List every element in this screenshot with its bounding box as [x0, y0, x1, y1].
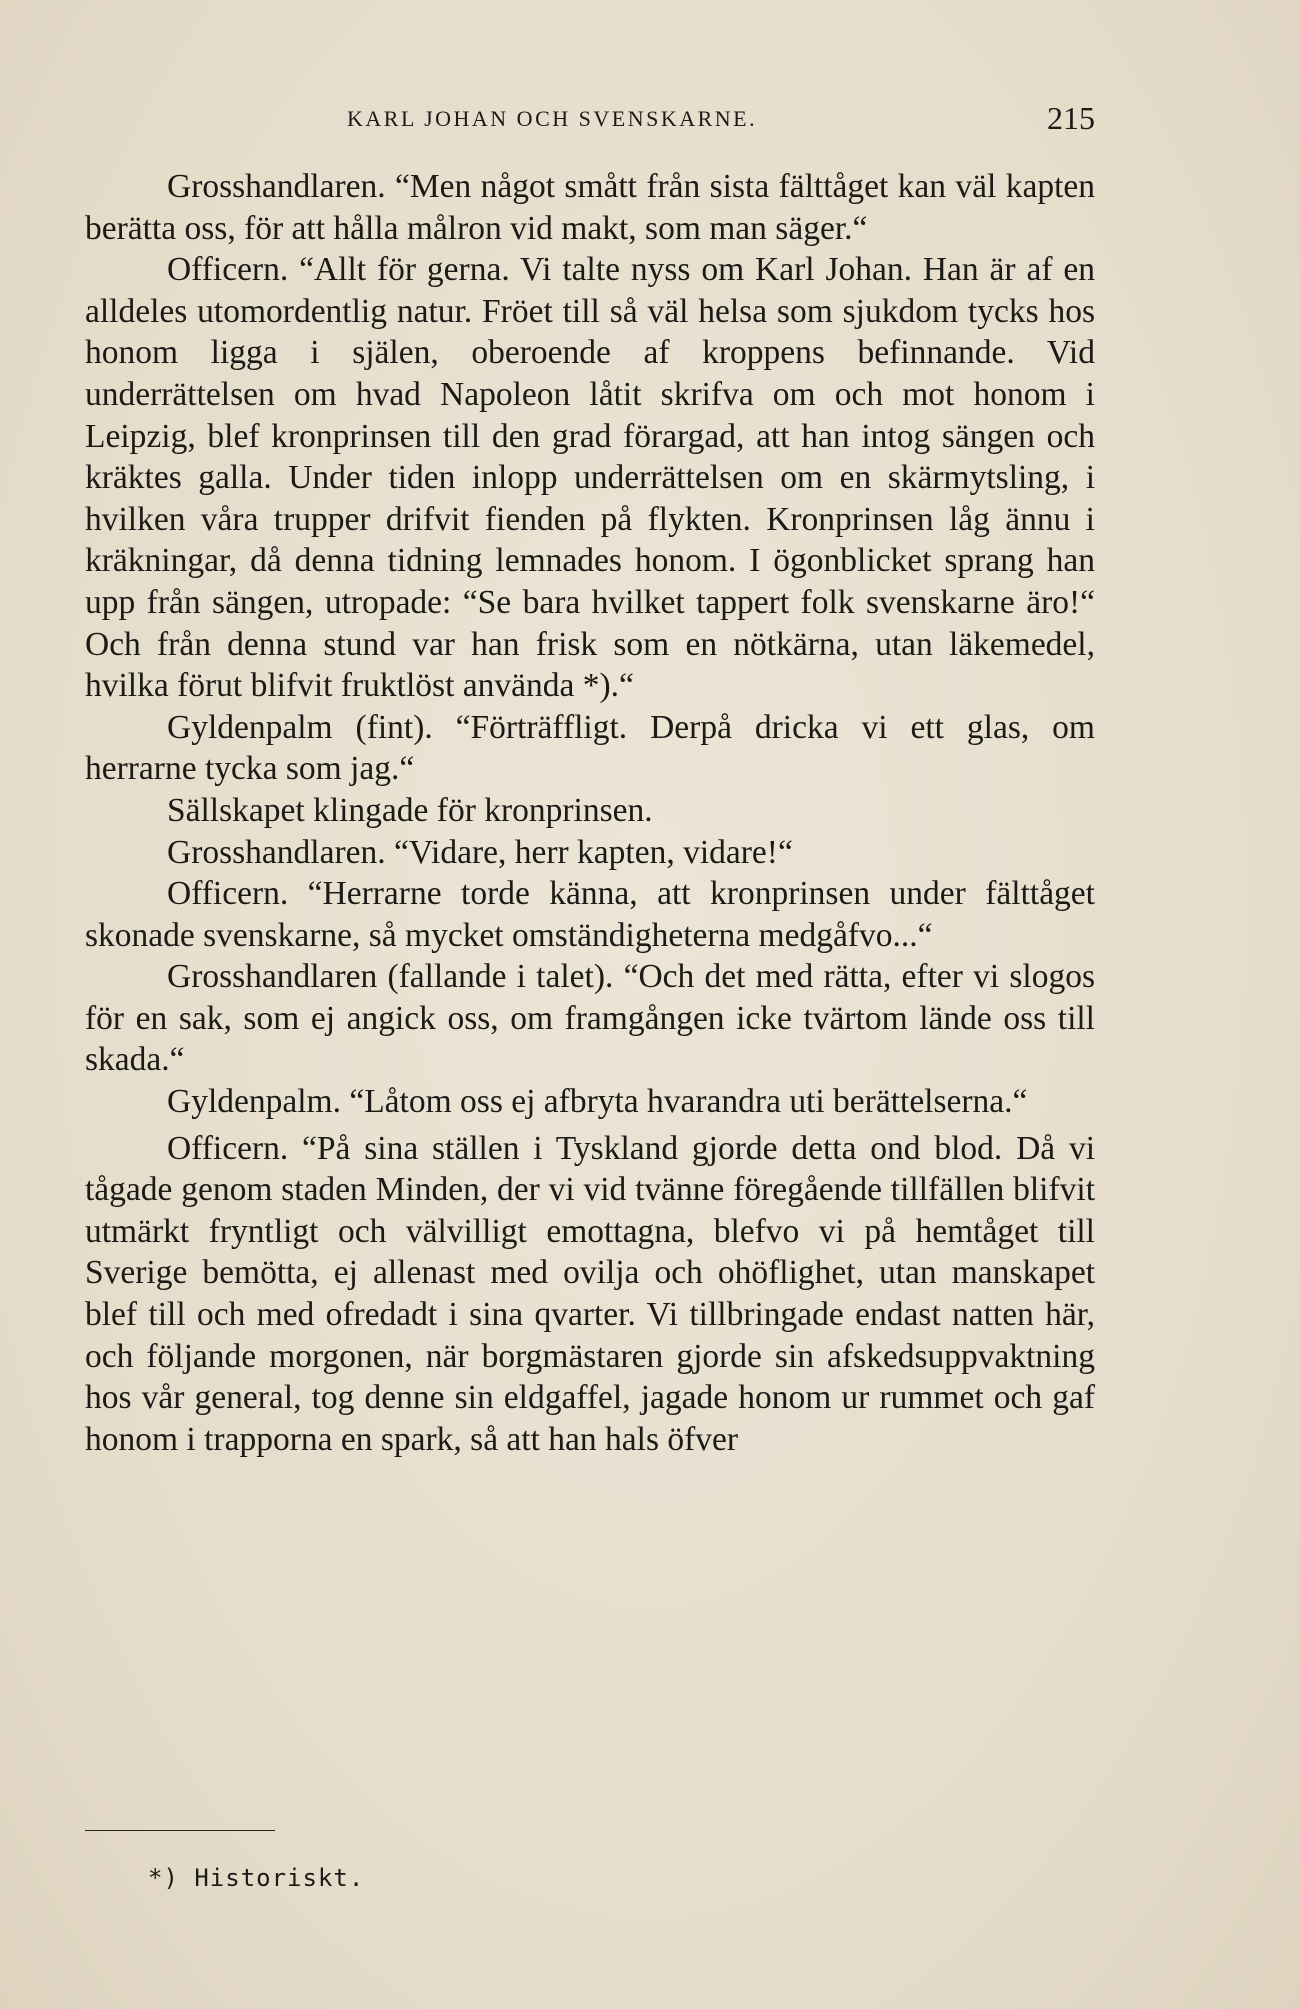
paragraph: Grosshandlaren. “Vidare, herr kapten, vidare!“: [167, 833, 793, 871]
paragraph: Officern. “Herrarne torde känna, att kronprinsen under fälttåget skonade svenskarne, så mycket omständigheterna medgåfvo...“: [85, 875, 1095, 954]
paragraph: Gyldenpalm. “Låtom oss ej afbryta hvarandra uti berättelserna.“: [167, 1083, 1028, 1121]
paragraph: Officern. “Allt för gerna. Vi talte nyss om Karl Johan. Han är af en alldeles utomordentlig natur. Fröet till så väl helsa som sjukdom tycks hos honom ligga i själen, oberoende af kroppens befinnande. Vid underrättelsen om hvad Napoleon låtit skrifva om och mot honom i Leipzig, blef kronprinsen till den grad förargad, att han intog sängen och kräktes galla. Under tiden inlopp underrättelsen om en skärmytsling, i hvilken våra trupper drifvit fienden på flykten. Kronprinsen låg ännu i kräkningar, då denna tidning lemnades honom. I ögonblicket sprang han upp från sängen, utropade: “Se bara hvilket tappert folk svenskarne äro!“ Och från denna stund var han frisk som en nötkärna, utan läkemedel, hvilka förut blifvit fruktlöst använda *).“: [85, 251, 1095, 705]
paragraph: Grosshandlaren. “Men något smått från sista fälttåget kan väl kapten berätta oss, för att hålla målron vid makt, som man säger.“: [85, 168, 1095, 247]
page-header: [85, 100, 1095, 144]
paragraph: Grosshandlaren (fallande i talet). “Och det med rätta, efter vi slogos för en sak, som ej angick oss, om framgången icke tvärtom lände oss till skada.“: [85, 958, 1095, 1079]
running-head: KARL JOHAN OCH SVENSKARNE.: [347, 106, 758, 131]
footnote-divider: [85, 1830, 275, 1831]
footnote: *) Historiskt.: [148, 1864, 365, 1892]
page-number: 215: [1047, 100, 1095, 136]
paragraph: Sällskapet klingade för kronprinsen.: [167, 791, 653, 829]
body-text: [85, 166, 1095, 1460]
paragraph: Officern. “På sina ställen i Tyskland gjorde detta ond blod. Då vi tågade genom staden Minden, der vi vid tvänne föregående tillfällen blifvit utmärkt fryntligt och välvilligt emottagna, blefvo vi på hemtåget till Sverige bemötta, ej allenast med ovilja och ohöflighet, utan manskapet blef till och med ofredadt i sina qvarter. Vi tillbringade endast natten här, och följande morgonen, när borgmästaren gjorde sin afskedsuppvaktning hos vår general, tog denne sin eldgaffel, jagade honom ur rummet och gaf honom i trapporna en spark, så att han hals öfver: [85, 1129, 1095, 1458]
paragraph: Gyldenpalm (fint). “Förträffligt. Derpå dricka vi ett glas, om herrarne tycka som jag.“: [85, 708, 1095, 788]
